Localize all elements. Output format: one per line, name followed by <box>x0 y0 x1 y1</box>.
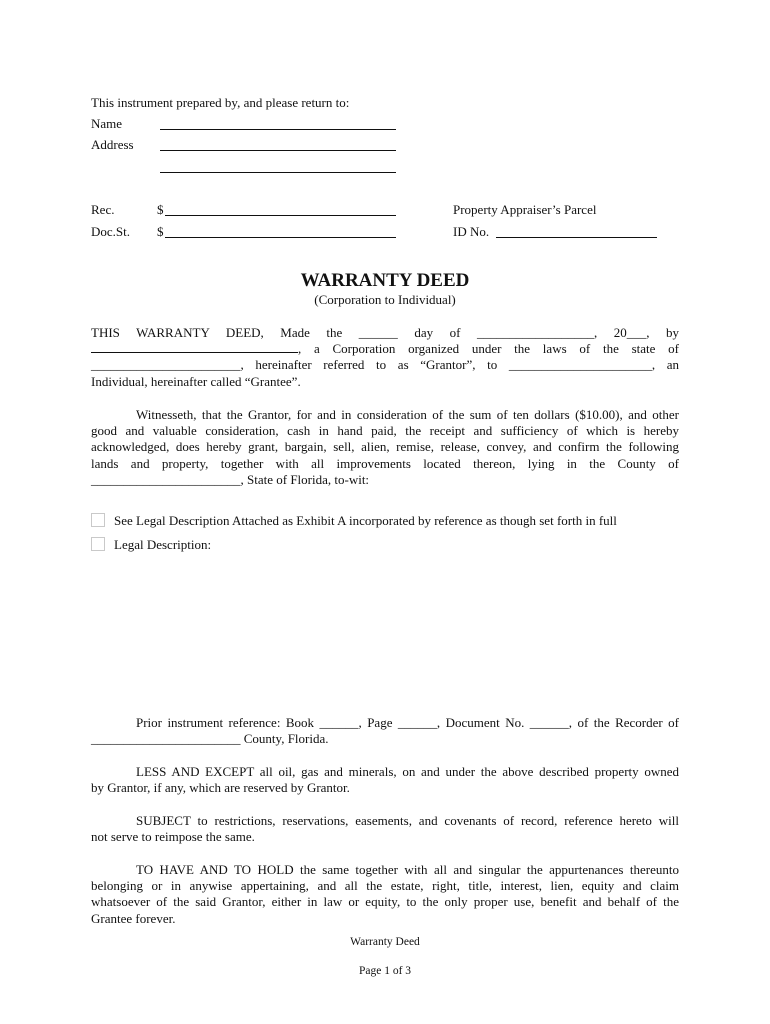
name-label: Name <box>91 116 123 131</box>
prepared-by-text: This instrument prepared by, and please return to: <box>91 95 350 110</box>
rec-field-line[interactable] <box>165 215 396 216</box>
exhibit-a-label: See Legal Description Attached as Exhibit A incorporated by reference as though set forth in full <box>114 513 617 528</box>
address-field-line-2[interactable] <box>160 172 396 173</box>
paragraph-line: good and valuable consideration, cash in hand paid, the receipt and sufficiency of which is hereby <box>91 423 679 439</box>
name-field-line[interactable] <box>160 129 396 130</box>
id-no-field-line[interactable] <box>496 237 657 238</box>
paragraph-line: Grantee forever. <box>91 910 176 926</box>
paragraph-to-have-and-to-hold <box>91 862 679 927</box>
paragraph-line: _______________________, hereinafter referred to as “Grantor”, to ______________________, an <box>91 357 679 373</box>
grantor-name-field-line[interactable] <box>91 341 298 353</box>
address-label: Address <box>91 137 134 152</box>
rec-label: Rec. <box>91 202 115 217</box>
legal-description-checkbox[interactable] <box>91 537 105 551</box>
paragraph-opening <box>91 325 679 390</box>
paragraph-line: Individual, hereinafter called “Grantee”. <box>91 373 301 389</box>
paragraph-line: _______________________ County, Florida. <box>91 731 329 747</box>
id-no-label: ID No. <box>453 224 490 239</box>
paragraph-line: TO HAVE AND TO HOLD the same together with all and singular the appurtenances thereunto <box>136 862 679 877</box>
paragraph-prior-instrument <box>91 715 679 747</box>
paragraph-line: LESS AND EXCEPT all oil, gas and minerals, on and under the above described property owned <box>136 764 679 779</box>
docst-field-line[interactable] <box>165 237 396 238</box>
paragraph-line: SUBJECT to restrictions, reservations, easements, and covenants of record, reference hereto will <box>136 813 679 828</box>
rec-dollar-sign: $ <box>157 202 164 217</box>
paragraph-line: _______________________, State of Florida, to-wit: <box>91 471 370 487</box>
paragraph-line: not serve to reimpose the same. <box>91 829 255 845</box>
paragraph-line: Prior instrument reference: Book ______, Page ______, Document No. ______, of the Recorder of <box>136 715 679 730</box>
docst-dollar-sign: $ <box>157 224 164 239</box>
paragraph-line: lands and property, together with all improvements located thereon, lying in the County of <box>91 455 679 471</box>
paragraph-line: acknowledged, does hereby grant, bargain, sell, alien, remise, release, convey, and confirm the following <box>91 439 679 455</box>
paragraph-line: Witnesseth, that the Grantor, for and in consideration of the sum of ten dollars ($10.00), and other <box>136 407 679 422</box>
corporation-text: , a Corporation organized under the laws of the state of <box>298 341 679 357</box>
document-title: WARRANTY DEED <box>300 270 470 291</box>
parcel-label: Property Appraiser’s Parcel <box>453 202 597 217</box>
paragraph-less-and-except <box>91 764 679 796</box>
paragraph-line: THIS WARRANTY DEED, Made the ______ day of __________________, 20___, by <box>91 325 679 340</box>
paragraph-witnesseth <box>91 407 679 488</box>
legal-description-label: Legal Description: <box>114 537 212 552</box>
document-subtitle: (Corporation to Individual) <box>314 292 456 307</box>
paragraph-subject-to <box>91 813 679 845</box>
address-field-line-1[interactable] <box>160 150 396 151</box>
paragraph-line: by Grantor, if any, which are reserved by Grantor. <box>91 780 350 796</box>
footer-page-number: Page 1 of 3 <box>358 965 412 977</box>
paragraph-line: belonging or in anywise appertaining, and all the estate, right, title, interest, lien, equity and claim <box>91 878 679 894</box>
footer-document-name: Warranty Deed <box>350 936 420 948</box>
paragraph-line <box>91 341 679 357</box>
paragraph-line: whatsoever of the said Grantor, either in law or equity, to the only proper use, benefit and behalf of the <box>91 894 679 910</box>
docst-label: Doc.St. <box>91 224 130 239</box>
exhibit-a-checkbox[interactable] <box>91 513 105 527</box>
